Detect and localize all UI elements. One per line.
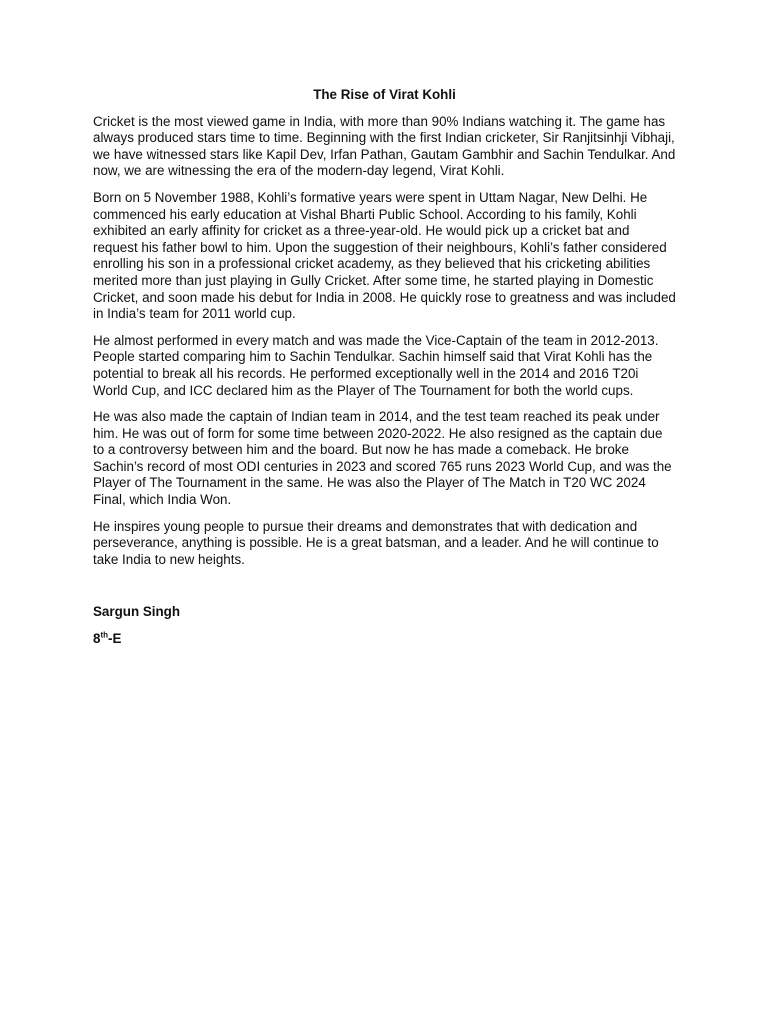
paragraph-3: He almost performed in every match and was made the Vice-Captain of the team in 2012-2013. People started comparing him to Sachin Tendulkar. Sachin himself said that Virat Kohli has the potential to break all his records. He performed exceptionally well in the 2014 and 2016 T20i World Cup, and ICC declared him as the Player of The Tournament for both the world cups. xyxy=(93,332,659,398)
document-body xyxy=(93,87,676,648)
paragraph-4: He was also made the captain of Indian team in 2014, and the test team reached its peak under him. He was out of form for some time between 2020-2022. He also resigned as the captain due to a controversy between him and the board. But now he has made a comeback. He broke Sachin’s record of most ODI centuries in 2023 and scored 765 runs 2023 World Cup, and was the Player of The Tournament in the same. He was also the Player of The Match in T20 WC 2024 Final, which India Won. xyxy=(93,409,672,508)
paragraph-5: He inspires young people to pursue their dreams and demonstrates that with dedication and perseverance, anything is possible. He is a great batsman, and a leader. And he will continue to take India to new heights. xyxy=(93,518,659,567)
page-title: The Rise of Virat Kohli xyxy=(313,87,456,102)
grade-section: -E xyxy=(108,631,122,647)
grade-suffix: th xyxy=(100,630,109,640)
paragraph-2: Born on 5 November 1988, Kohli’s formative years were spent in Uttam Nagar, New Delhi. He commenced his early education at Vishal Bharti Public School. According to his family, Kohli exhibited an early affinity for cricket as a three-year-old. He would pick up a cricket bat and request his father bowl to him. Upon the suggestion of their neighbours, Kohli’s father considered enrolling his son in a professional cricket academy, as they believed that his cricketing abilities merited more than just playing in Gully Cricket. After some time, he started playing in Domestic Cricket, and soon made his debut for India in 2008. He quickly rose to greatness and was included in India’s team for 2011 world cup. xyxy=(93,189,676,322)
author-name: Sargun Singh xyxy=(93,604,181,620)
author-grade xyxy=(93,631,676,648)
paragraph-1: Cricket is the most viewed game in India, with more than 90% Indians watching it. The game has always produced stars time to time. Beginning with the first Indian cricketer, Sir Ranjitsinhji Vibhaji, we have witnessed stars like Kapil Dev, Irfan Pathan, Gautam Gambhir and Sachin Tendulkar. And now, we are witnessing the era of the modern-day legend, Virat Kohli. xyxy=(93,113,676,179)
grade-number: 8 xyxy=(93,631,101,647)
